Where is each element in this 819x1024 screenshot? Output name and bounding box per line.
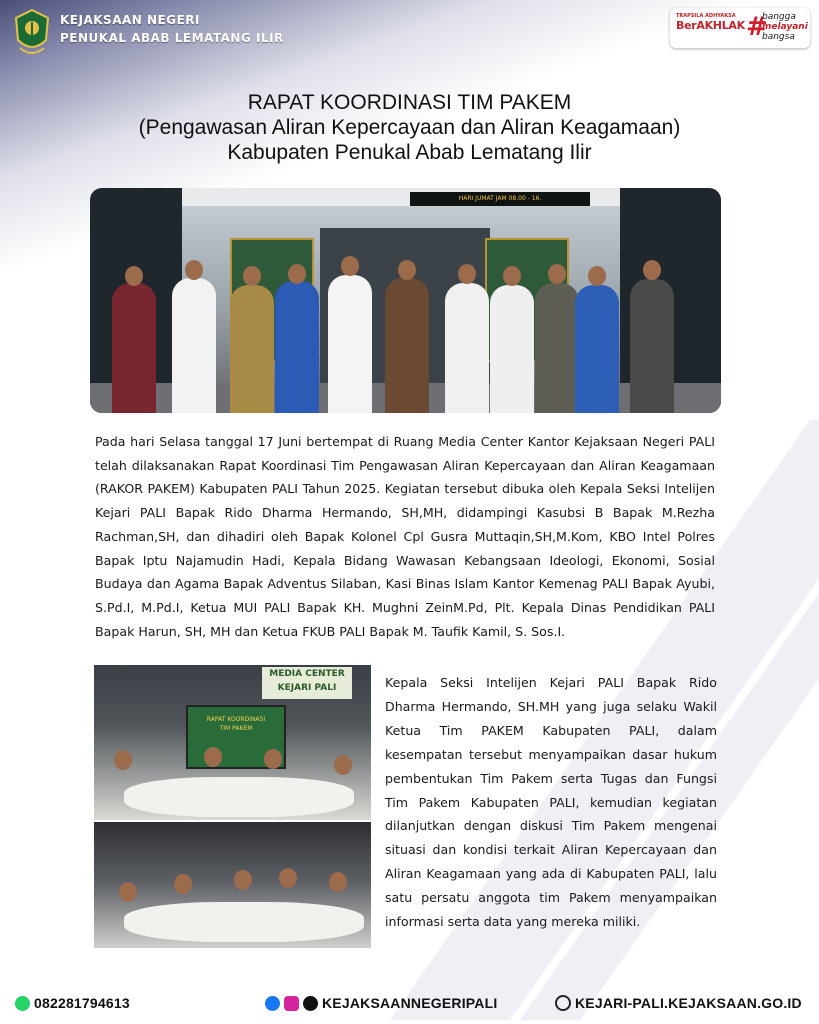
footer-social[interactable]	[265, 995, 497, 1011]
person-head	[264, 749, 282, 769]
berakhlak-badge	[670, 8, 810, 48]
badge-slogan-line3: bangsa	[762, 32, 795, 42]
person	[112, 283, 156, 413]
person-head	[204, 747, 222, 767]
title-line1: RAPAT KOORDINASI TIM PAKEM	[247, 91, 572, 114]
office-hours-sign: HARI JUMAT JAM 08.00 - 16.	[410, 192, 590, 206]
person-head	[458, 264, 476, 284]
person-head	[334, 755, 352, 775]
media-center-sign	[262, 667, 352, 699]
person-head	[119, 882, 137, 902]
person-head	[398, 260, 416, 280]
whatsapp-icon	[15, 996, 30, 1011]
person	[490, 285, 534, 413]
person-head	[279, 868, 297, 888]
globe-icon	[555, 995, 571, 1011]
badge-slogan	[762, 12, 808, 42]
person	[630, 279, 674, 413]
facebook-icon	[265, 996, 280, 1011]
person	[385, 278, 429, 413]
person-head	[341, 256, 359, 276]
media-center-sign-line2: KEJARI PALI	[277, 683, 337, 693]
footer-website[interactable]	[555, 995, 802, 1011]
person-head	[503, 266, 521, 286]
person-head	[548, 264, 566, 284]
website-url: KEJARI-PALI.KEJAKSAAN.GO.ID	[575, 995, 802, 1011]
person-head	[234, 870, 252, 890]
person-head	[243, 266, 261, 286]
person-head	[114, 750, 132, 770]
footer-phone[interactable]	[15, 995, 130, 1011]
paragraph-detail: Kepala Seksi Intelijen Kejari PALI Bapak Rido Dharma Hermando, SH.MH yang juga selaku Wakil Ketua Tim PAKEM Kabupaten PALI, dalam kesempatan tersebut menyampaikan dasar hukum pembentukan Tim Pakem serta Tugas dan Fungsi Tim Pakem Kabupaten PALI, kemudian kegiatan dilanjutkan dengan diskusi Tim Pakem mengenai situasi dan kondisi terkait Aliran Kepercayaan dan Aliran Keagamaan yang ada di Kabupaten PALI, lalu satu persatu anggota tim Pakem menyampaikan informasi serta data yang mereka miliki.	[385, 675, 717, 930]
person-head	[125, 266, 143, 286]
person-head	[329, 872, 347, 892]
kejaksaan-emblem-icon	[10, 8, 54, 58]
badge-brand: BerAKHLAK	[676, 19, 745, 32]
screen-subtitle: TIM PAKEM	[219, 725, 253, 732]
meeting-table	[124, 902, 364, 942]
phone-number: 082281794613	[34, 995, 130, 1011]
badge-tagline: TRAPSILA ADHYAKSA	[676, 13, 736, 19]
title-line3: Kabupaten Penukal Abab Lematang Ilir	[227, 141, 592, 164]
person	[445, 283, 489, 413]
person-head	[288, 264, 306, 284]
paragraph-intro: Pada hari Selasa tanggal 17 Juni bertempat di Ruang Media Center Kantor Kejaksaan Negeri PALI telah dilaksanakan Rapat Koordinasi Tim Pengawasan Aliran Kepercayaan dan Aliran Keagamaan (RAKOR PAKEM) Kabupaten PALI Tahun 2025. Kegiatan tersebut dibuka oleh Kepala Seksi Intelijen Kejari PALI Bapak Rido Dharma Hermando, SH,MH, didampingi Kasubsi B Bapak M.Rezha Rachman,SH, dan dihadiri oleh Bapak Kolonel Cpl Gusra Muttaqin,SH,M.Kom, KBO Intel Polres Bapak Iptu Najamudin Hadi, Kepala Bidang Wawasan Kebangsaan Ideologi, Ekonomi, Sosial Budaya dan Agama Bapak Adventus Silaban, Kasi Binas Islam Kantor Kemenag PALI Bapak Ayubi, S.Pd.I, M.Pd.I, Ketua MUI PALI Bapak KH. Mughni ZeinM.Pd, Plt. Kepala Dinas Pendidikan PALI Bapak Harun, SH, MH dan Ketua FKUB PALI Bapak M. Taufik Kamil, S. Sos.I.	[95, 434, 715, 639]
media-center-sign-line1: MEDIA CENTER	[269, 669, 345, 679]
institution-name: KEJAKSAAN NEGERI	[60, 13, 200, 27]
social-handle: KEJAKSAANNEGERIPALI	[322, 995, 498, 1011]
tiktok-icon	[303, 996, 318, 1011]
person	[275, 281, 319, 413]
meeting-photo-1	[94, 665, 371, 820]
person-head	[588, 266, 606, 286]
badge-hash: #	[746, 12, 768, 42]
instagram-icon	[284, 996, 299, 1011]
person-head	[185, 260, 203, 280]
page-title	[0, 90, 819, 165]
group-photo	[90, 188, 721, 413]
meeting-table	[124, 777, 354, 817]
header	[0, 0, 819, 70]
person-head	[174, 874, 192, 894]
badge-slogan-line1: bangga	[762, 12, 796, 22]
person	[328, 275, 372, 413]
institution-region: PENUKAL ABAB LEMATANG ILIR	[60, 31, 284, 45]
person	[172, 278, 216, 413]
person	[535, 283, 579, 413]
meeting-photo-2	[94, 822, 371, 948]
person-head	[643, 260, 661, 280]
person	[230, 285, 274, 413]
footer	[0, 990, 819, 1020]
person	[575, 285, 619, 413]
screen-title: RAPAT KOORDINASI	[206, 716, 266, 723]
badge-slogan-line2: melayani	[762, 22, 808, 32]
title-line2: (Pengawasan Aliran Kepercayaan dan Aliran Keagamaan)	[138, 116, 681, 139]
